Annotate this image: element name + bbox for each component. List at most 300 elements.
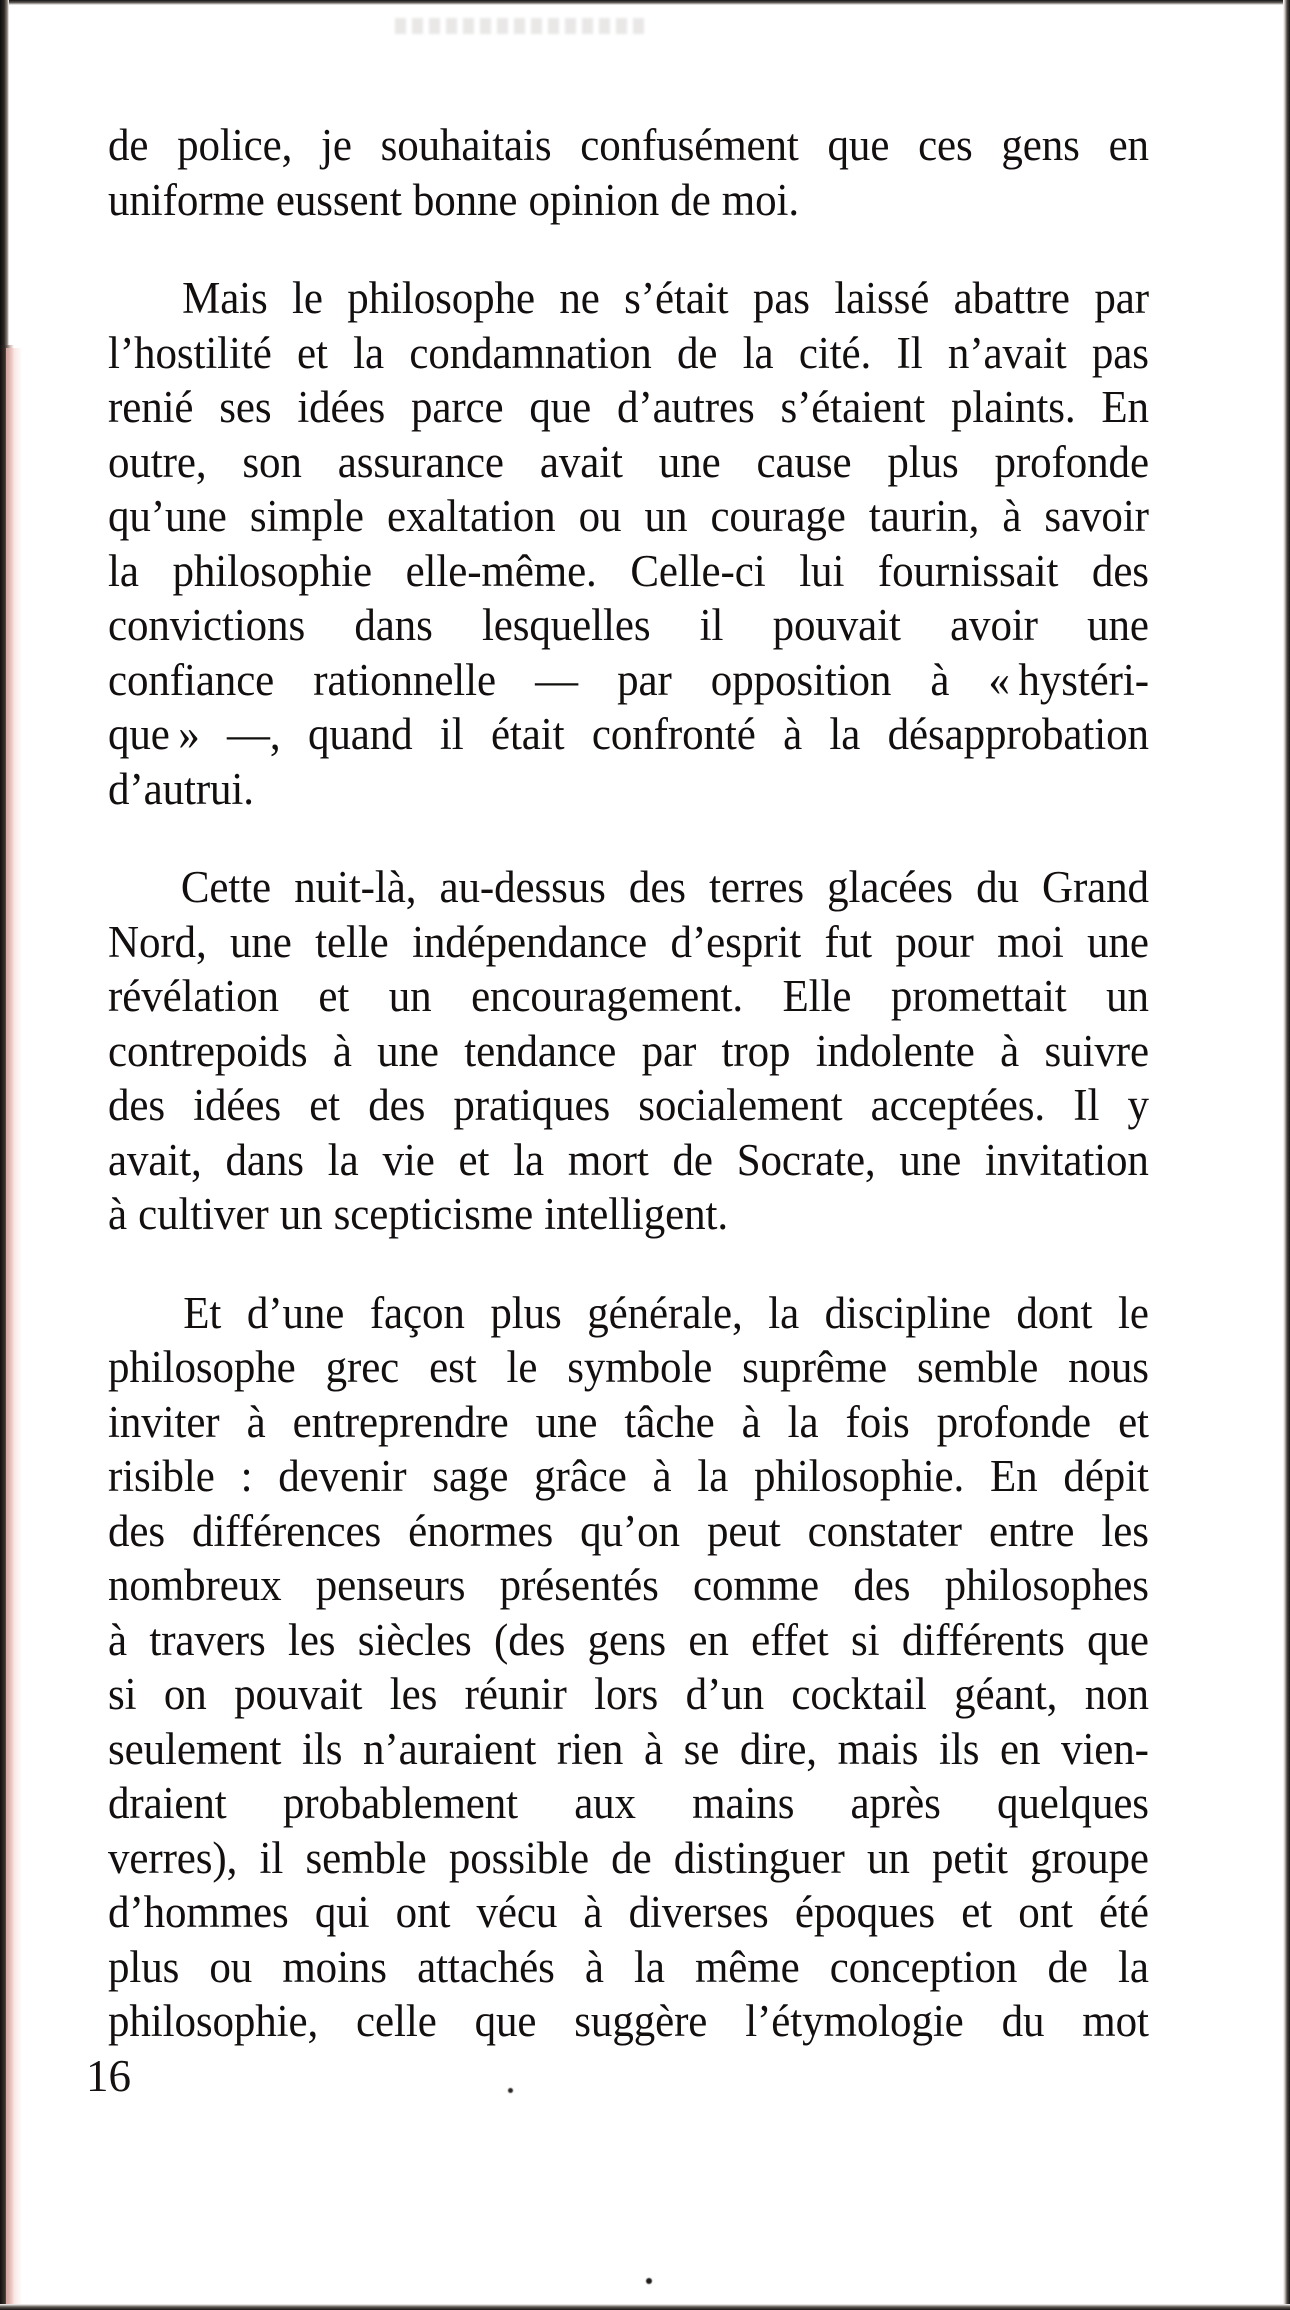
word: elle-même. (405, 545, 597, 596)
word: dans (354, 600, 433, 650)
word: opposition (710, 654, 892, 705)
word: plus (887, 436, 959, 487)
word: distinguer (673, 1832, 845, 1883)
word: groupe (1030, 1832, 1149, 1883)
text-line (108, 489, 1149, 544)
scan-edge-bottom (0, 2304, 1290, 2310)
word: dont (1016, 1287, 1093, 1338)
word: le (292, 273, 323, 323)
word: la (513, 1134, 545, 1185)
word: invitation (985, 1134, 1149, 1185)
body-text (108, 118, 1198, 2049)
word: attachés (417, 1941, 555, 1992)
word: générale, (587, 1287, 743, 1338)
word: rationnelle (313, 654, 496, 705)
text-line (108, 1940, 1149, 1995)
word: en (1000, 1723, 1041, 1774)
scan-edge-top (0, 0, 1290, 5)
word: pouvait (234, 1669, 363, 1719)
word: pour (895, 916, 974, 967)
word: révélation (108, 971, 279, 1021)
text-line (108, 544, 1149, 599)
scan-speck-secondary (646, 2278, 652, 2284)
word: des (628, 862, 686, 912)
word: vécu (476, 1887, 558, 1937)
word: ces (918, 120, 973, 170)
word: promettait (890, 971, 1067, 1021)
word: socialement (638, 1080, 843, 1130)
word: gens (1001, 120, 1080, 170)
word: petit (931, 1832, 1008, 1883)
text-line (108, 1449, 1149, 1504)
word: de (1047, 1941, 1088, 1992)
word: à (584, 1941, 604, 1992)
word: du (1001, 1996, 1045, 2046)
word: vien- (1061, 1723, 1149, 1774)
word: les (1101, 1505, 1149, 1556)
word: plaints. (950, 382, 1076, 432)
word: et (318, 971, 350, 1021)
word: avoir (950, 600, 1038, 650)
word: penseurs (315, 1560, 466, 1610)
word: ou (578, 491, 622, 541)
word: il (699, 600, 724, 650)
word: que (529, 382, 592, 432)
word: draient (108, 1778, 227, 1828)
word: et (458, 1134, 490, 1185)
word: n’auraient (362, 1723, 537, 1774)
word: était (490, 709, 565, 759)
word: semble (917, 1342, 1039, 1392)
word: possible (448, 1832, 589, 1883)
word: ils (302, 1723, 343, 1774)
word: plus (490, 1287, 562, 1338)
word: ils (939, 1723, 980, 1774)
word: une (535, 1396, 598, 1447)
word: que » (108, 709, 200, 759)
word: une (1087, 600, 1149, 650)
word: mais (837, 1723, 919, 1774)
word: la (787, 1396, 819, 1447)
text-line (108, 1504, 1149, 1559)
word: cocktail (791, 1669, 927, 1719)
text-line (108, 1078, 1149, 1133)
text-line (108, 118, 1149, 173)
word: suprême (742, 1342, 888, 1392)
word: ont (395, 1887, 451, 1937)
word: au-dessus (439, 862, 606, 912)
word: Celle-ci (630, 545, 766, 596)
word: n’avait (947, 327, 1067, 378)
word: travers (149, 1614, 266, 1665)
word: dans (225, 1134, 304, 1185)
word: son (242, 436, 302, 487)
word: de (108, 120, 149, 170)
word: En (990, 1451, 1038, 1501)
word: quelques (996, 1778, 1149, 1828)
word: tendance (464, 1025, 617, 1076)
word: souhaitais (380, 120, 552, 170)
word: nous (1068, 1342, 1149, 1392)
word: Il (896, 327, 923, 378)
word: nombreux (108, 1560, 282, 1610)
word: police, (177, 120, 293, 170)
word: parce (410, 382, 504, 432)
word: confusément (580, 120, 799, 170)
word: philosophie (172, 545, 372, 596)
word: que (1087, 1614, 1149, 1665)
word: —, (227, 709, 281, 759)
word: par (617, 654, 672, 705)
word: philosophes (944, 1560, 1149, 1610)
word: de (677, 327, 718, 378)
word: tâche (624, 1396, 715, 1447)
word: philosophe (347, 273, 535, 323)
word: l’hostilité (108, 327, 272, 378)
word: Socrate, (736, 1134, 876, 1185)
text-line (108, 1133, 1149, 1188)
text-line (108, 1558, 1149, 1613)
word: peut (706, 1505, 781, 1556)
word: : (240, 1451, 253, 1501)
word: convictions (108, 600, 306, 650)
text-line: à cultiver un scepticisme intelligent. (108, 1189, 729, 1239)
word: philosophie, (108, 1996, 319, 2046)
word: condamnation (409, 327, 652, 378)
word: pas (1091, 327, 1149, 378)
word: est (429, 1342, 477, 1392)
text-line: d’autrui. (108, 763, 254, 814)
word: indépendance (412, 916, 648, 967)
word: en (688, 1614, 729, 1665)
word: lors (594, 1669, 659, 1719)
word: à (783, 709, 803, 759)
word: Nord, (108, 916, 207, 967)
word: du (976, 862, 1019, 912)
word: — (535, 654, 578, 705)
word: d’autres (616, 382, 755, 432)
word: des (1091, 545, 1149, 596)
word: Grand (1042, 862, 1149, 912)
text-line: uniforme eussent bonne opinion de moi. (108, 174, 800, 225)
word: renié (108, 382, 194, 432)
word: confiance (108, 654, 275, 705)
word: suggère (574, 1996, 708, 2046)
word: confronté (591, 709, 756, 759)
word: la (768, 1287, 800, 1338)
word: la (633, 1941, 665, 1992)
word: probablement (282, 1778, 518, 1828)
word: Cette (180, 862, 272, 912)
text-line (108, 1340, 1149, 1395)
text-line (108, 1667, 1149, 1722)
text-line (108, 380, 1149, 435)
word: s’étaient (780, 382, 926, 432)
text-line (108, 1776, 1149, 1831)
word: celle (356, 1996, 437, 2046)
word: le (1118, 1287, 1149, 1338)
word: réunir (464, 1669, 567, 1719)
text-line (108, 1024, 1149, 1079)
word: rien (556, 1723, 624, 1774)
word: inviter (108, 1396, 220, 1447)
word: une (658, 436, 721, 487)
word: à (652, 1451, 672, 1501)
word: des (108, 1505, 166, 1556)
word: pouvait (772, 600, 901, 650)
word: et (1118, 1396, 1149, 1447)
word: mot (1082, 1996, 1149, 2046)
text-line (108, 1831, 1149, 1886)
text-line (108, 1722, 1149, 1777)
word: exaltation (387, 491, 556, 541)
word: cité. (798, 327, 872, 378)
text-line (108, 598, 1149, 653)
word: conception (829, 1941, 1018, 1992)
word: contrepoids (108, 1025, 308, 1076)
word: même (694, 1941, 800, 1992)
word: encouragement. (471, 971, 743, 1021)
word: idées (297, 382, 386, 432)
word: des (108, 1080, 166, 1130)
word: il (259, 1832, 284, 1883)
word: glacées (827, 862, 953, 912)
word: d’un (685, 1669, 764, 1719)
word: En (1101, 382, 1149, 432)
word: différences (192, 1505, 382, 1556)
word: profonde (936, 1396, 1092, 1447)
word: (des (494, 1614, 566, 1665)
word: été (1099, 1887, 1149, 1937)
word: un (388, 971, 432, 1021)
word: façon (369, 1287, 465, 1338)
paragraph (108, 271, 1149, 816)
word: devenir (278, 1451, 407, 1501)
word: les (287, 1614, 336, 1665)
word: simple (249, 491, 364, 541)
word: et (961, 1887, 993, 1937)
word: à (583, 1887, 603, 1937)
word: savoir (1044, 491, 1149, 541)
word: sage (432, 1451, 509, 1501)
word: y (1127, 1080, 1149, 1130)
word: symbole (567, 1342, 713, 1392)
word: idées (193, 1080, 282, 1130)
word: énormes (408, 1505, 554, 1556)
word: si (850, 1614, 880, 1665)
word: cause (756, 436, 852, 487)
word: trop (721, 1025, 791, 1076)
text-line (108, 326, 1149, 381)
word: des (368, 1080, 426, 1130)
word: qu’une (108, 491, 227, 541)
word: à (246, 1396, 266, 1447)
text-line (108, 435, 1149, 490)
word: mains (692, 1778, 795, 1828)
word: grâce (534, 1451, 627, 1501)
text-line (108, 969, 1149, 1024)
word: moi (997, 916, 1064, 967)
word: se (683, 1723, 720, 1774)
word: d’hommes (108, 1887, 289, 1937)
word: constater (807, 1505, 962, 1556)
word: discipline (824, 1287, 991, 1338)
word: seulement (108, 1723, 282, 1774)
word: lesquelles (481, 600, 651, 650)
word: on (163, 1669, 207, 1719)
word: gens (587, 1614, 667, 1665)
scan-ghost-text (395, 18, 645, 34)
word: ou (209, 1941, 253, 1992)
word: dépit (1063, 1451, 1149, 1501)
word: telle (315, 916, 389, 967)
scan-edge-right (1283, 0, 1290, 2310)
word: vie (382, 1134, 435, 1185)
word: à (1002, 491, 1022, 541)
word: philosophe (108, 1342, 296, 1392)
word: que (474, 1996, 537, 2046)
word: que (827, 120, 890, 170)
word: la (697, 1451, 729, 1501)
word: une (1087, 916, 1149, 967)
word: Elle (782, 971, 852, 1021)
word: par (641, 1025, 697, 1076)
word: après (850, 1778, 941, 1828)
word: et (297, 327, 328, 378)
word: indolente (815, 1025, 975, 1076)
word: à (108, 1614, 127, 1665)
word: si (108, 1669, 137, 1719)
text-line (108, 1994, 1149, 2049)
word: avait (539, 436, 623, 487)
word: ont (1018, 1887, 1073, 1937)
word: abattre (953, 273, 1070, 323)
word: mort (567, 1134, 649, 1185)
word: semble (305, 1832, 427, 1883)
word: à (332, 1025, 352, 1076)
word: plus (108, 1941, 180, 1992)
word: et (309, 1080, 341, 1130)
word: de (672, 1134, 713, 1185)
word: philosophie. (754, 1451, 965, 1501)
word: différents (901, 1614, 1065, 1665)
word: entreprendre (292, 1396, 509, 1447)
word: verres), (108, 1832, 238, 1883)
word: présentés (499, 1560, 659, 1610)
text-line (108, 653, 1149, 708)
word: la (742, 327, 774, 378)
word: je (320, 120, 352, 170)
word: une (899, 1134, 962, 1185)
word: la (327, 1134, 359, 1185)
word: la (829, 709, 861, 759)
word: outre, (108, 436, 207, 487)
page-number: 16 (86, 2051, 131, 2101)
word: effet (751, 1614, 829, 1665)
paragraph (108, 118, 1149, 227)
word: quand (307, 709, 413, 759)
word: entre (988, 1505, 1075, 1556)
word: qu’on (580, 1505, 680, 1556)
word: à (930, 654, 950, 705)
word: Et (183, 1287, 222, 1338)
word: avait, (108, 1134, 202, 1185)
word: risible (108, 1451, 215, 1501)
word: la (1118, 1941, 1149, 1992)
word: un (866, 1832, 910, 1883)
word: à (643, 1723, 663, 1774)
word: une (229, 916, 292, 967)
word: le (506, 1342, 538, 1392)
word: acceptées. (870, 1080, 1046, 1130)
word: les (389, 1669, 438, 1719)
word: désapprobation (887, 709, 1149, 759)
word: ses (219, 382, 272, 432)
word: de (611, 1832, 652, 1883)
word: pas (752, 273, 810, 323)
word: ne (559, 273, 600, 323)
word: il (439, 709, 464, 759)
word: des (853, 1560, 911, 1610)
paragraph (108, 1286, 1149, 2049)
word: par (1094, 273, 1149, 323)
word: un (1106, 971, 1149, 1021)
word: courage (710, 491, 846, 541)
word: profonde (994, 436, 1149, 487)
word: s’était (624, 273, 729, 323)
text-line (108, 707, 1149, 762)
text-line (108, 271, 1149, 326)
text-line (108, 1286, 1149, 1341)
word: lui (799, 545, 845, 596)
word: une (377, 1025, 439, 1076)
word: moins (282, 1941, 387, 1992)
text-line (108, 860, 1149, 915)
word: terres (709, 862, 804, 912)
word: d’une (246, 1287, 345, 1338)
word: non (1084, 1669, 1149, 1719)
word: aux (574, 1778, 636, 1828)
word: Mais (182, 273, 268, 323)
text-line (108, 1885, 1149, 1940)
word: la (353, 327, 385, 378)
word: suivre (1044, 1025, 1149, 1076)
text-line (108, 1613, 1149, 1668)
word: comme (693, 1560, 820, 1610)
paragraph (108, 860, 1149, 1242)
word: en (1108, 120, 1149, 170)
scan-pink-tint (6, 348, 22, 2310)
word: géant, (954, 1669, 1058, 1719)
word: fut (824, 916, 872, 967)
text-line (108, 915, 1149, 970)
word: fois (845, 1396, 910, 1447)
word: « hystéri- (988, 654, 1149, 705)
word: grec (325, 1342, 400, 1392)
word: époques (794, 1887, 936, 1937)
scan-speck (508, 2088, 513, 2093)
word: la (108, 545, 139, 596)
word: fournissait (877, 545, 1059, 596)
text-line (108, 1395, 1149, 1450)
word: pratiques (453, 1080, 611, 1130)
word: taurin, (868, 491, 980, 541)
word: un (644, 491, 688, 541)
word: Il (1073, 1080, 1100, 1130)
word: assurance (337, 436, 504, 487)
word: d’esprit (670, 916, 802, 967)
word: à (1000, 1025, 1020, 1076)
